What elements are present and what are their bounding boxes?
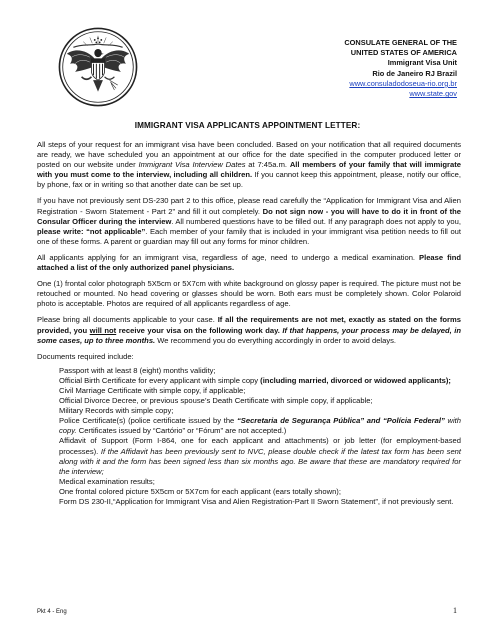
p1-bold-family-notice: All members of your family that will immigrate with you must come to the interview, including all children.: [37, 160, 461, 180]
p1-italic-interview-dates: Immigrant Visa Interview Dates: [138, 160, 246, 170]
page-title: IMMIGRANT VISA APPLICANTS APPOINTMENT LETTER:: [134, 121, 361, 130]
doc6-bold-italic-policia: “Polícia Federal”: [382, 416, 445, 426]
p3-text-a: All applicants applying for an immigrant visa, regardless of age, need to undergo a medical examination.: [37, 252, 420, 262]
p2-bold-not-applicable: please write: “not applicable”: [37, 226, 146, 236]
p2-bold-do-not-sign: Do not sign now - you will have to do it in front of the Consular Officer during the interview: [37, 206, 461, 226]
p5-text-a: Please bring all documents applicable to your case.: [37, 315, 218, 325]
doc6-bold-italic-seguranca: “Secretaria de Segurança Pública”: [236, 416, 365, 426]
paragraph-ds230: [37, 196, 461, 246]
paragraph-photo: One (1) frontal color photograph 5X5cm or 5X7cm with white background on glossy paper is required. The picture must not be retouched or mounted. No head covering or glasses should be worn. Both ears must be completely shown. Color Polaroid photo is acceptable. Photos are required of all applicants regardless of age.: [37, 279, 461, 309]
doc6-bold-italic-and: and: [364, 416, 383, 426]
doc6-text-f: Certificates issued by “Cartório” or “Fórum” are not accepted.): [76, 426, 287, 436]
letter-body: [37, 140, 461, 507]
consulate-website-link[interactable]: www.consuladodoseua-rio.org.br: [349, 78, 457, 88]
doc6-italic-copy: with copy.: [59, 416, 461, 436]
document-item-ds230: Form DS 230-II,“Application for Immigrant Visa and Alien Registration-Part II Sworn Statement”, if not previously sent.: [59, 497, 454, 506]
doc2-text: Official Birth Certificate for every applicant with simple copy: [59, 375, 261, 385]
p1-text-a: All steps of your request for an immigrant visa have been concluded. Based on your notification that all required documents are ready, we have scheduled you an appointment at our office for the date specified in the computer produced letter or posted on our website under: [37, 140, 461, 170]
header-line-4: Rio de Janeiro RJ Brazil: [372, 68, 457, 78]
p1-text-e: If you cannot keep this appointment, please, notify our office, by phone, fax or in writing so that another date can be set up.: [37, 170, 461, 190]
footer-packet-label: Pkt 4 - Eng: [37, 609, 67, 615]
p2-text-a: If you have not previously sent DS-230 part 2 to this office, please read carefully the “Application for Immigrant Visa and Alien Registration - Sworn Statement - Part 2” and fill it out completely.: [37, 196, 461, 216]
document-item-colored-picture: One frontal colored picture 5X5cm or 5X7cm for each applicant (ears totally shown);: [59, 486, 341, 496]
document-item-birth-certificate: [59, 376, 461, 386]
state-gov-link[interactable]: www.state.gov: [409, 89, 457, 99]
header-line-2: UNITED STATES OF AMERICA: [350, 48, 457, 58]
p5-text-f: We recommend you do everything accordingly in order to avoid delays.: [155, 335, 397, 345]
document-item-military-records: Military Records with simple copy;: [59, 406, 174, 416]
document-item-divorce-decree: Official Divorce Decree, or previous spouse’s Death Certificate with simple copy, if applicable;: [59, 396, 373, 406]
doc7-text: Affidavit of Support (Form I-864, one for each applicant and attachments) or job letter (for employment-based processes).: [59, 436, 461, 456]
p1-text-c: at 7:45a.m.: [245, 160, 290, 170]
page-number: 1: [453, 606, 457, 615]
doc6-text-a: Police Certificate(s) (police certificate issued by the: [59, 416, 237, 426]
paragraph-scheduling: [37, 140, 461, 190]
header-line-1: CONSULATE GENERAL OF THE: [344, 38, 457, 47]
document-item-passport: Passport with at least 8 (eight) months validity;: [59, 365, 216, 375]
p2-text-e: . Each member of your family that is included in your immigrant visa petition needs to fill out one of these forms. A parent or guardian may fill out any forms for minor children.: [37, 226, 462, 246]
p5-bold-italic-delay: If that happens, your process may be delayed, in some cases, up to three months.: [37, 325, 462, 345]
document-item-police-certificate: [59, 416, 461, 436]
document-item-marriage-certificate: Civil Marriage Certificate with simple copy, if applicable;: [59, 385, 246, 395]
great-seal-eagle-icon: [56, 26, 140, 108]
documents-intro: Documents required include:: [37, 351, 134, 361]
paragraph-medical: [37, 253, 461, 273]
p5-bold-d: receive your visa on the following work day.: [116, 325, 283, 335]
doc2-bold: (including married, divorced or widowed applicants);: [260, 375, 451, 385]
document-item-medical-results: Medical examination results;: [59, 476, 155, 486]
paragraph-requirements: [37, 315, 461, 345]
document-item-affidavit: [59, 436, 461, 476]
documents-list: [59, 366, 461, 507]
doc7-italic: If the Affidavit has been previously sent to NVC, please double check if the latest tax form has been sent along with it and the form has been signed less than six months ago. Be aware that these are mandatory required for the interview;: [59, 446, 461, 476]
p5-bold-underline-will-not: will not: [89, 325, 117, 335]
header-line-3: Immigrant Visa Unit: [387, 58, 457, 68]
p2-text-c: . All numbered questions have to be filled out. If any paragraph does not apply to you,: [171, 216, 461, 226]
consulate-header: [344, 38, 457, 99]
p3-bold-physicians: Please find attached a list of the only authorized panel physicians.: [37, 252, 461, 273]
p5-bold-b: If all the requirements are not met, exactly as stated on the forms provided, you: [37, 315, 461, 335]
